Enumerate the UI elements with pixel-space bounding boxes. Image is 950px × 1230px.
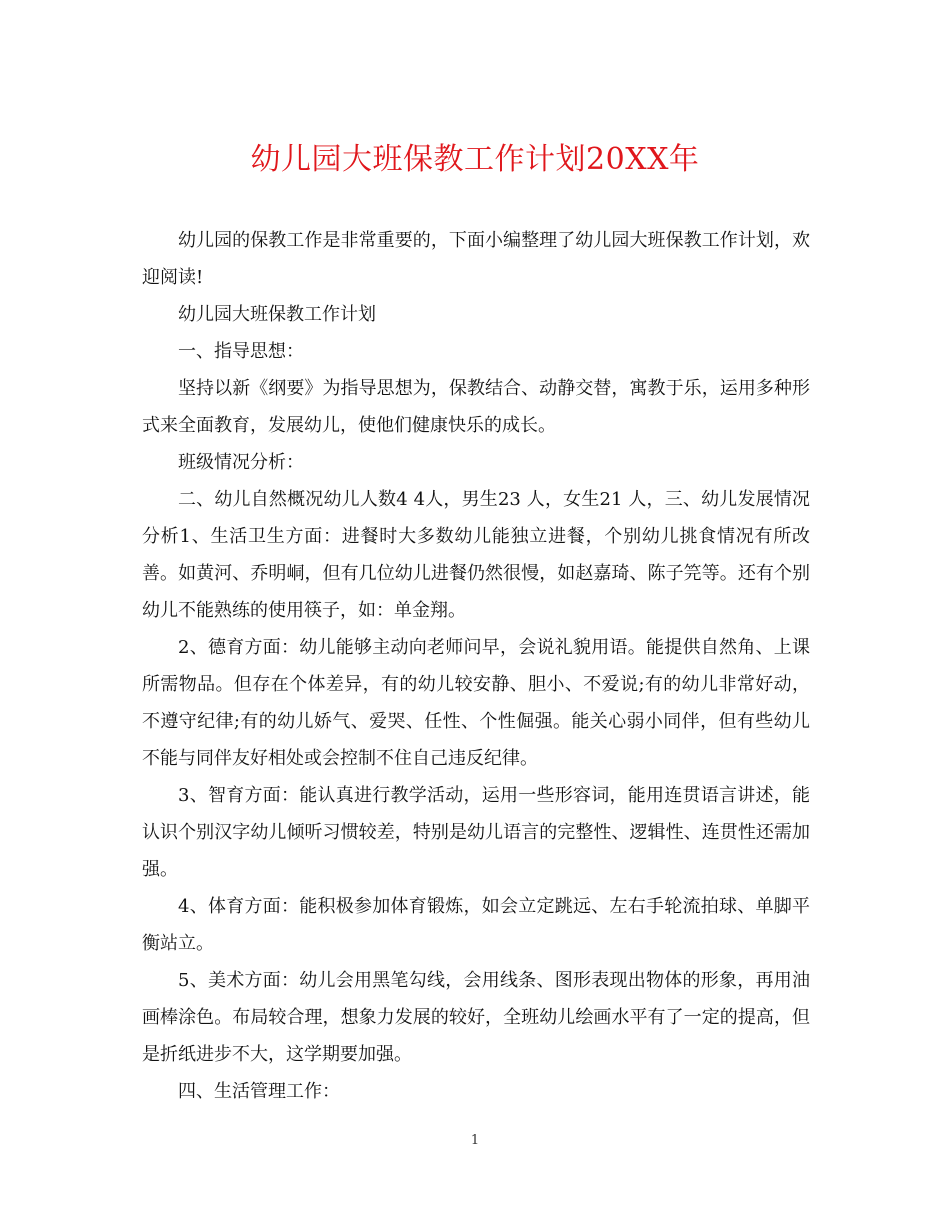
paragraph-child-overview: 二、幼儿自然概况幼儿人数4 4人，男生23 人，女生21 人，三、幼儿发展情况分析1、生活卫生方面：进餐时大多数幼儿能独立进餐，个别幼儿挑食情况有所改善。如黄河、乔明峒，但有几位幼儿进餐仍然很慢，如赵嘉琦、陈子笎等。还有个别幼儿不能熟练的使用筷子，如：单金翔。	[142, 489, 810, 621]
document-body	[142, 222, 810, 1110]
document-title: 幼儿园大班保教工作计划20XX年	[250, 142, 700, 177]
heading-guiding-thought: 一、指导思想：	[178, 341, 304, 362]
paragraph-subtitle: 幼儿园大班保教工作计划	[178, 304, 376, 325]
paragraph-art-education: 5、美术方面：幼儿会用黑笔勾线，会用线条、图形表现出物体的形象，再用油画棒涂色。布局较合理，想象力发展的较好，全班幼儿绘画水平有了一定的提高，但是折纸进步不大，这学期要加强。	[142, 970, 810, 1065]
paragraph-physical-education: 4、体育方面：能积极参加体育锻炼，如会立定跳远、左右手轮流拍球、单脚平衡站立。	[142, 896, 810, 954]
paragraph-moral-education: 2、德育方面：幼儿能够主动向老师问早，会说礼貌用语。能提供自然角、上课所需物品。但存在个体差异，有的幼儿较安静、胆小、不爱说;有的幼儿非常好动，不遵守纪律;有的幼儿娇气、爱哭、任性、个性倔强。能关心弱小同伴，但有些幼儿不能与同伴友好相处或会控制不住自己违反纪律。	[142, 637, 810, 769]
page-number: 1	[470, 1133, 480, 1148]
paragraph-intro: 幼儿园的保教工作是非常重要的，下面小编整理了幼儿园大班保教工作计划，欢迎阅读!	[142, 230, 810, 288]
heading-class-analysis: 班级情况分析：	[178, 452, 304, 473]
paragraph-intellectual-education: 3、智育方面：能认真进行教学活动，运用一些形容词，能用连贯语言讲述，能认识个别汉字幼儿倾听习惯较差，特别是幼儿语言的完整性、逻辑性、连贯性还需加强。	[142, 785, 810, 880]
paragraph-guiding-thought: 坚持以新《纲要》为指导思想为，保教结合、动静交替，寓教于乐，运用多种形式来全面教育，发展幼儿，使他们健康快乐的成长。	[142, 378, 810, 436]
heading-life-management: 四、生活管理工作：	[178, 1081, 340, 1102]
